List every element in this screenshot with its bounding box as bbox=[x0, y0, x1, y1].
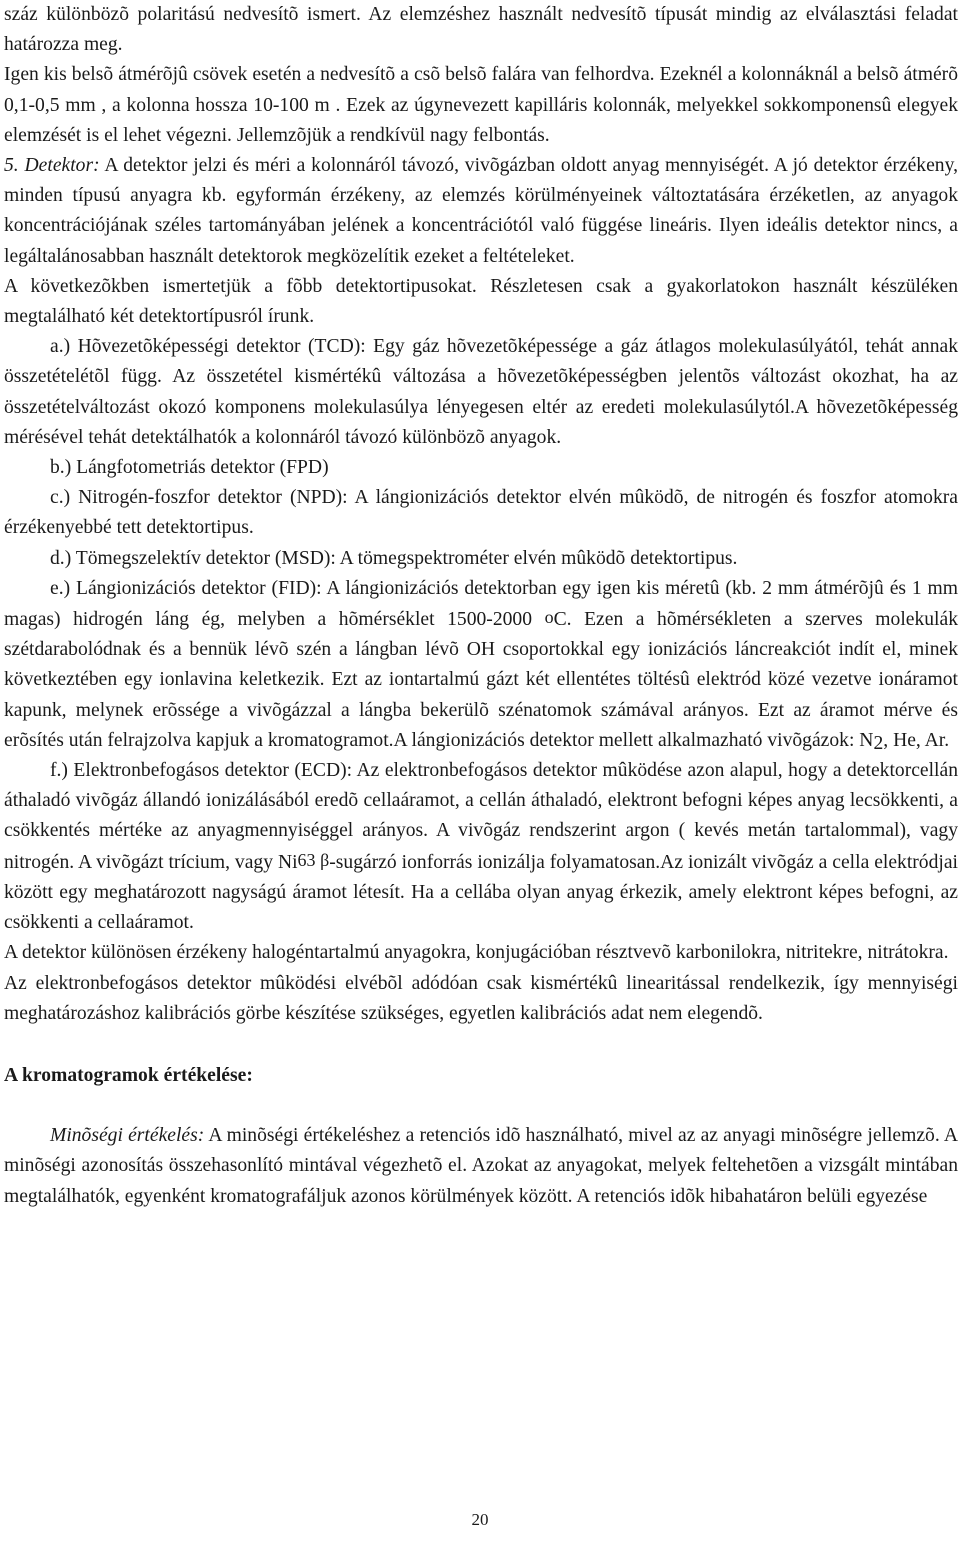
minosegi-label: Minõségi értékelés: bbox=[50, 1125, 205, 1147]
beta-symbol: β bbox=[315, 849, 330, 870]
paragraph-npd: c.) Nitrogén-foszfor detektor (NPD): A lángionizációs detektor elvén mûködõ, de nitrogén és foszfor atomokra érzékenyebbé tett detektortipus. bbox=[4, 487, 958, 539]
paragraph-ecd bbox=[4, 756, 958, 938]
page-number: 20 bbox=[471, 1510, 489, 1529]
paragraph-detektor bbox=[4, 151, 958, 272]
detektor-text: A detektor jelzi és méri a kolonnáról távozó, vivõgázban oldott anyag mennyiségét. A jó detektor érzékeny, minden típusú anyagra kb. egyformán érzékeny, az elemzés körülményeinek változtatására érzéketlen, az anyagok koncentrációjának széles tartományában jelének a koncentrációtól való függése lineáris. Ilyen ideális detektor nincs, a legáltalánosabban használt detektorok megközelítik ezeket a feltételeket. bbox=[4, 155, 958, 267]
fid-text-3: , He, Ar. bbox=[883, 729, 950, 751]
detektor-label: Detektor: bbox=[24, 155, 100, 177]
degree-sign: o bbox=[544, 607, 554, 628]
document-page bbox=[4, 0, 958, 1212]
paragraph-fpd: b.) Lángfotometriás detektor (FPD) bbox=[50, 457, 329, 479]
paragraph-halogen: A detektor különösen érzékeny halogéntartalmú anyagokra, konjugációban résztvevõ karbonilokra, nitritekre, nitrátokra. bbox=[4, 942, 949, 964]
minosegi-text: A minõségi értékeléshez a retenciós idõ használható, mivel az az anyagi minõségre jellemzõ. A minõségi azonosítás összehasonlító mintával végezhetõ el. Azokat az anyagokat, melyek feltehetõen a vizsgált mintában megtalálhatók, egyenként kromatografáljuk azonos körülmények között. A retenciós idõk hibahatáron belüli egyezése bbox=[4, 1125, 958, 1207]
paragraph-linearitas: Az elektronbefogásos detektor mûködési elvébõl adódóan csak kismértékû linearitással rendelkezik, így mennyiségi meghatározáshoz kalibrációs görbe készítése szükséges, egyetlen kalibrációs adat nem elegendõ. bbox=[4, 972, 958, 1024]
paragraph-fid bbox=[4, 574, 958, 756]
paragraph-detektortipusok: A következõkben ismertetjük a fõbb detektortipusokat. Részletesen csak a gyakorlatokon használt készüléken megtalálható két detektortípusról írunk. bbox=[4, 275, 958, 328]
isotope-superscript: 63 bbox=[297, 849, 316, 870]
paragraph-nedvesito: száz különbözõ polaritású nedvesítõ ismert. Az elemzéshez használt nedvesítõ típusát mindig az elválasztási feladat határozza meg. bbox=[4, 4, 958, 56]
paragraph-kapillaris: Igen kis belsõ átmérõjû csövek esetén a nedvesítõ a csõ belsõ falára van felhordva. Ezeknél a kolonnáknál a belsõ átmérõ 0,1-0,5 mm , a kolonna hossza 10-100 m . Ezek az úgynevezett kapilláris kolonnák, melyekkel sokkomponensû elegyek elemzését is el lehet végezni. Jellemzõjük a rendkívül nagy felbontás. bbox=[4, 64, 958, 146]
ecd-text-2: -sugárzó ionforrás ionizálja folyamatosan.Az ionizált vivõgáz a cella elektródjai között egy meghatározott nagyságú áramot létesít. Ha a cellába olyan anyag érkezik, amely elektront képes befogni, az csökkenti a cellaáramot. bbox=[4, 851, 958, 934]
paragraph-minosegi bbox=[4, 1121, 958, 1212]
section-heading: A kromatogramok értékelése: bbox=[4, 1064, 253, 1086]
nitrogen-subscript: 2 bbox=[873, 732, 884, 754]
section-number: 5. bbox=[4, 155, 19, 177]
fid-text-2: C. Ezen a hõmérsékleten a szerves molekulák szétdarabolódnak és a bennük lévõ szén a lángban lévõ OH csoportokkal egy ionizációs láncreakciót indít el, minek következtében egy ionlavina keletkezik. Ezt az iontartalmú gázt két ellentétes töltésû elektród közé vezetve ionáramot kapunk, melynek erõssége a vivõgázzal a lángba bekerülõ szénatomok számával arányos. Ezt az áramot mérve és erõsítés után felrajzolva kapjuk a kromatogramot.A lángionizációs detektor mellett alkalmazható vivõgázok: N bbox=[4, 609, 958, 751]
fid-text-1: e.) Lángionizációs detektor (FID): A lángionizációs detektorban egy igen kis méretû (kb. 2 mm átmérõjû és 1 mm magas) hidrogén láng ég, melyben a hõmérséklet 1500-2000 bbox=[4, 577, 958, 631]
paragraph-tcd: a.) Hõvezetõképességi detektor (TCD): Egy gáz hõvezetõképessége a gáz átlagos molekulasúlyától, tehát annak összetételétõl függ. Az összetétel kismértékû változása a hõvezetõképességben jelentõs változást okozhat, ha az összetételváltozást okozó komponens molekulasúlya lényegesen eltér az eredeti molekulasúlytól.A hõvezetõképesség mérésével tehát detektálhatók a kolonnáról távozó különbözõ anyagok. bbox=[4, 336, 958, 448]
ecd-text-1: f.) Elektronbefogásos detektor (ECD): Az elektronbefogásos detektor mûködése azon alapul, hogy a detektorcellán áthaladó vivõgáz állandó ionizálásából eredõ cellaáramot, a cellán áthaladó, elektront befogni képes anyag lecsökkenti, a csökkentés mértéke az anyagmennyiséggel arányos. A vivõgáz rendszerint argon ( kevés metán tartalommal), vagy nitrogén. A vivõgázt trícium, vagy Ni bbox=[4, 760, 958, 873]
paragraph-msd: d.) Tömegszelektív detektor (MSD): A tömegspektrométer elvén mûködõ detektortipus. bbox=[50, 547, 738, 569]
